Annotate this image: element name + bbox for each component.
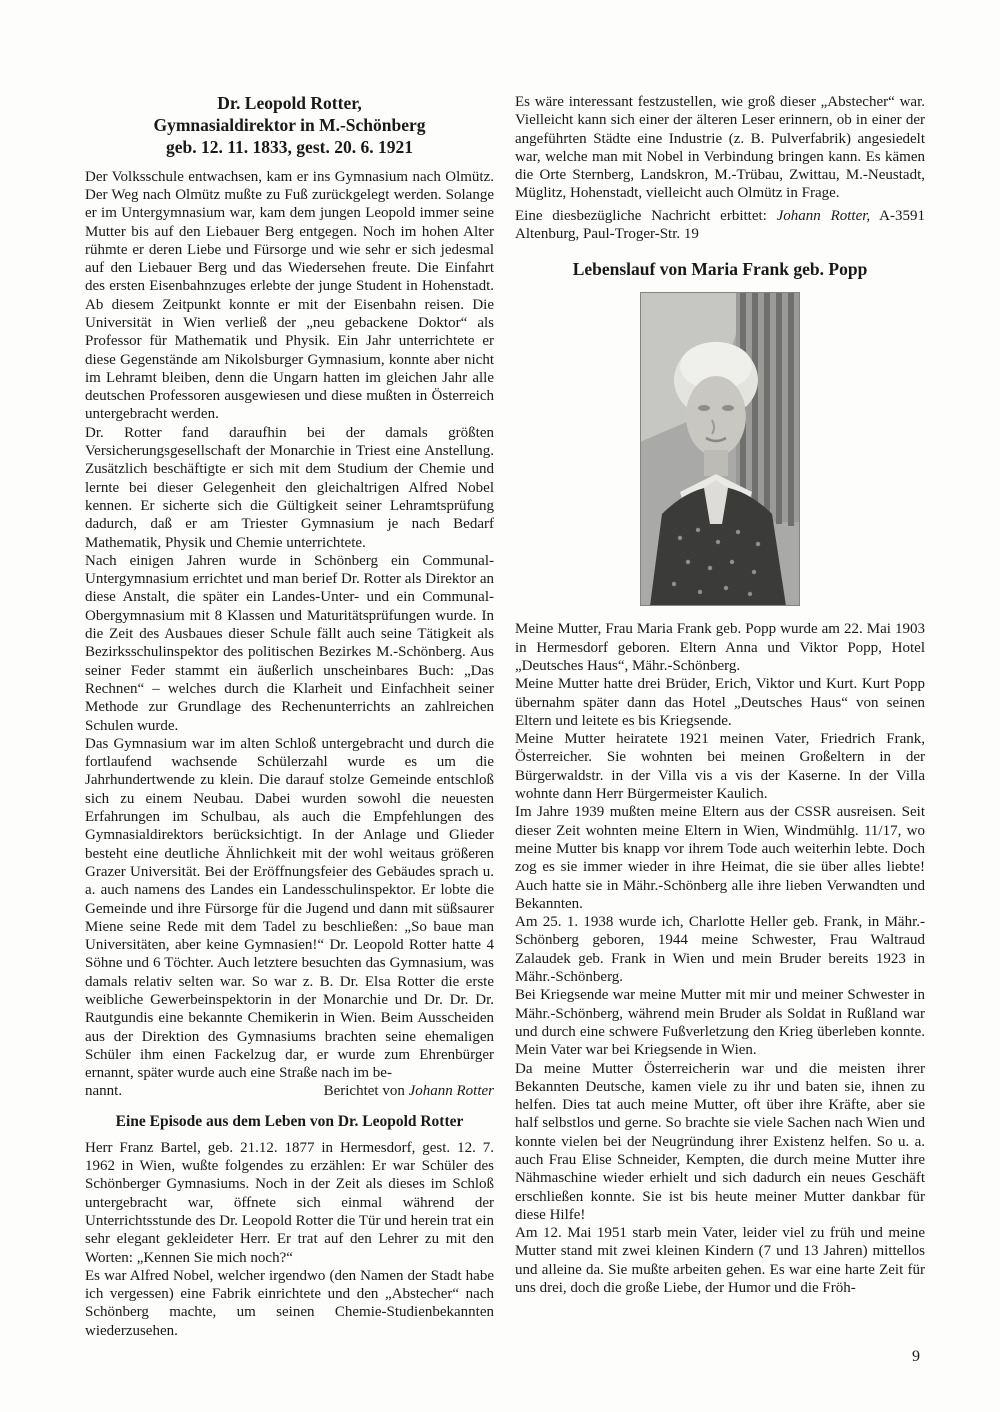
maria-frank-photo [640, 292, 800, 606]
notice-text: Eine diesbezügliche Nachricht erbittet: [515, 207, 777, 224]
paragraph: Am 12. Mai 1951 starb mein Vater, leider viel zu früh und meine Mutter stand mit zwei kleinen Kindern (7 und 13 Jahren) mittellos und alleine da. Sie mußte arbeiten gehen. Es war eine harte Zeit für uns drei, doch die große Liebe, der Humor und die Fröh- [515, 1225, 925, 1297]
paragraph: Meine Mutter, Frau Maria Frank geb. Popp wurde am 22. Mai 1903 in Hermesdorf geboren. Eltern Anna und Viktor Popp, Hotel „Deutsches Haus“, Mähr.-Schönberg. [515, 621, 925, 674]
byline-row [85, 1082, 494, 1100]
paragraph: Meine Mutter heiratete 1921 meinen Vater, Friedrich Frank, Österreicher. Sie wohnten bei meinen Großeltern in der Bürgerwaldstr. in der Villa vis a vis der Kaserne. In der Villa wohnte dann Herr Bürgermeister Kaulich. [515, 731, 925, 803]
abstecher-intro [515, 93, 925, 203]
lebenslauf-body [515, 620, 925, 1297]
right-column [515, 93, 925, 1340]
rotter-article-body [85, 168, 494, 1083]
title-line-2: Gymnasialdirektor in M.-Schönberg [153, 114, 426, 135]
paragraph: Es war Alfred Nobel, welcher irgendwo (den Namen der Stadt habe ich vergessen) eine Fabrik einrichtete und den „Abstecher“ nach Schönberg machte, um seinen Chemie-Studienbekannten wiederzusehen. [85, 1267, 494, 1339]
paragraph: Meine Mutter hatte drei Brüder, Erich, Viktor und Kurt. Kurt Popp übernahm später dann das Hotel „Deutsches Haus“ von seinen Eltern und leitete es bis Kriegsende. [515, 676, 925, 729]
paragraph: Im Jahre 1939 mußten meine Eltern aus der CSSR ausreisen. Seit dieser Zeit wohnten meine Eltern in Wien, Windmühlg. 11/17, wo meine Mutter bis knapp vor ihrem Tode auch weiterhin lebte. Doch zog es sie immer wieder in ihre Heimat, die sie über alles liebte! Auch hatte sie in Mähr.-Schönberg alle ihre lieben Verwandten und Bekannten. [515, 804, 925, 912]
paragraph: Da meine Mutter Österreicherin war und die meisten ihrer Bekannten Deutsche, kamen viele zu ihr und baten sie, ihnen zu helfen. Dies tat auch meine Mutter, oft über ihre Kräfte, aber sie half selbstlos und gerne. So brachte sie viele Sachen nach Wien und konnte vielen bei der Neugründung ihrer Existenz helfen. So u. a. auch Frau Elise Schneider, Kempten, die durch meine Mutter ihre Nähmaschine wieder erhielt und sich dadurch ein neues Geschäft erschließen konnte. Sie ist bis heute meiner Mutter dankbar für diese Hilfe! [515, 1060, 925, 1223]
article-title-rotter [85, 93, 494, 159]
left-column [85, 93, 494, 1340]
notice-contact-name: Johann Rotter, [776, 207, 871, 224]
paragraph: Dr. Rotter fand daraufhin bei der damals größten Versicherungsgesellschaft der Monarchie in Triest eine Anstellung. Zusätzlich beschäftigte er sich mit dem Studium der Chemie und lernte bei dieser Gelegenheit den gleichaltrigen Alfred Nobel kennen. Er sicherte sich die Gültigkeit seiner Lehramtsprüfung dadurch, daß er am Triester Gymnasium je nach Bedarf Mathematik, Physik und Chemie unterrichtete. [85, 424, 494, 551]
page-number: 9 [912, 1348, 920, 1365]
byline-prefix: Berichtet von [323, 1083, 409, 1100]
paragraph: Nach einigen Jahren wurde in Schönberg ein Communal-Untergymnasium errichtet und man berief Dr. Rotter als Direktor an diese Anstalt, die später ein Landes-Unter- und ein Communal-Obergymnasium mit 8 Klassen und Maturitätsprüfungen wurde. In die Zeit des Ausbaues dieser Schule fällt auch seine Tätigkeit als Bezirksschulinspektor des politischen Bezirkes M.-Schönberg. Aus seiner Feder stammt ein äußerlich unscheinbares Buch: „Das Rechnen“ – welches durch die Klarheit und Einfachheit seiner Methode zur Grundlage des Rechenunterrichts an zahlreichen Schulen wurde. [85, 552, 494, 734]
paragraph: Am 25. 1. 1938 wurde ich, Charlotte Heller geb. Frank, in Mähr.-Schönberg geboren, 1944 meine Schwester, Frau Waltraud Zalaudek geb. Frank in Wien und mein Bruder bereits 1923 in Mähr.-Schönberg. [515, 914, 925, 986]
paragraph: Der Volksschule entwachsen, kam er ins Gymnasium nach Olmütz. Der Weg nach Olmütz mußte zu Fuß zurückgelegt werden. Solange er im Untergymnasium war, kam dem jungen Leopold immer seine Mutter bis auf den Liebauer Berg entgegen. Noch im hohen Alter rühmte er deren Liebe und Fürsorge und wie sehr er sich jedesmal auf den Liebauer Berg und das Wiedersehen freute. Die Einfahrt des ersten Eisenbahnzuges erlebte der junge Student in Hohenstadt. Ab diesem Zeitpunkt konnte er mit der Eisenbahn reisen. Die Universität in Wien verließ der „neu gebackene Doktor“ als Professor für Mathematik und Physik. Ein Jahr unterrichtete er diese Gegenstände am Nikolsburger Gymnasium, konnte aber nicht im Lehramt bleiben, denn die Ungarn hatten im gleichen Jahr alle deutschen Professoren ausgewiesen und diese mußten in Österreich untergebracht werden. [85, 168, 494, 423]
notice-address: A-3591 Altenburg, Paul-Troger-Str. 19 [515, 207, 925, 243]
paragraph: Das Gymnasium war im alten Schloß untergebracht und durch die fortlaufend wachsende Schülerzahl wurde es um die Jahrhundertwende zu klein. Die darauf stolze Gemeinde entschloß sich zu einem Neubau. Dabei wurden sowohl die neuesten Erfahrungen im Schulbau, als auch die Empfehlungen des Gymnasialdirektors berücksichtigt. In der Anlage und Glieder besteht eine deutliche Ähnlichkeit mit der wohl weitaus größeren Grazer Universität. Bei der Eröffnungsfeier des Gebäudes sprach u. a. auch namens des Landes ein Landesschulinspektor. Er lobte die Gemeinde und ihre Fürsorge für die Jugend und dann mit süßsaurer Miene seine Rede mit dem Tadel zu beschließen: „So baue man Universitäten, aber keine Gymnasien!“ Dr. Leopold Rotter hatte 4 Söhne und 6 Töchter. Auch letztere besuchten das Gymnasium, was damals relativ selten war. So war z. B. Dr. Elsa Rotter die erste weibliche Gewerbeinspektorin in der Monarchie und Dr. Dr. Dr. Rautgundis eine bekannte Chemikerin in Wien. Beim Ausscheiden aus der Direktion des Gymnasiums brachten seine ehemaligen Schüler ihm einen Fackelzug dar, er wurde zum Ehrenbürger ernannt, später wurde auch eine Straße nach im be- [85, 735, 494, 1082]
paragraph: Herr Franz Bartel, geb. 21.12. 1877 in Hermesdorf, gest. 12. 7. 1962 in Wien, wußte folgendes zu erzählen: Er war Schüler des Schönberger Gymnasiums. Noch in der Zeit als dieses im Schloß untergebracht war, öffnete sich einmal während der Unterrichtsstunde des Dr. Leopold Rotter die Tür und herein trat ein sehr elegant gekleideter Herr. Er trat auf den Lehrer zu mit den Worten: „Kennen Sie mich noch?“ [85, 1139, 494, 1266]
byline [324, 1082, 494, 1100]
contact-notice [515, 207, 925, 244]
two-column-layout [85, 93, 925, 1340]
paragraph: Es wäre interessant festzustellen, wie groß dieser „Abstecher“ war. Vielleicht kann sich einer der älteren Leser erinnern, ob in einer der angeführten Städte eine Industrie (z. B. Pulverfabrik) angesiedelt war, welche man mit Nobel in Verbindung bringen kann. Es kämen die Orte Sternberg, Landskron, M.-Trübau, Zwittau, M.-Neustadt, Müglitz, Hohenstadt, vielleicht auch Olmütz in Frage. [515, 94, 925, 202]
portrait-photo-graphic [640, 292, 800, 606]
episode-heading: Eine Episode aus dem Leben von Dr. Leopold Rotter [115, 1112, 464, 1130]
byline-author: Johann Rotter [408, 1083, 494, 1100]
episode-body [85, 1139, 494, 1340]
paragraph-end: nannt. [85, 1083, 123, 1100]
paragraph: Bei Kriegsende war meine Mutter mit mir und meiner Schwester in Mähr.-Schönberg, während mein Bruder als Soldat in Rußland war und durch eine schwere Fußverletzung den Krieg überleben konnte. Mein Vater war bei Kriegsende in Wien. [515, 987, 925, 1059]
title-line-1: Dr. Leopold Rotter, [217, 93, 362, 113]
lebenslauf-heading: Lebenslauf von Maria Frank geb. Popp [572, 259, 868, 280]
title-line-3: geb. 12. 11. 1833, gest. 20. 6. 1921 [166, 136, 413, 157]
